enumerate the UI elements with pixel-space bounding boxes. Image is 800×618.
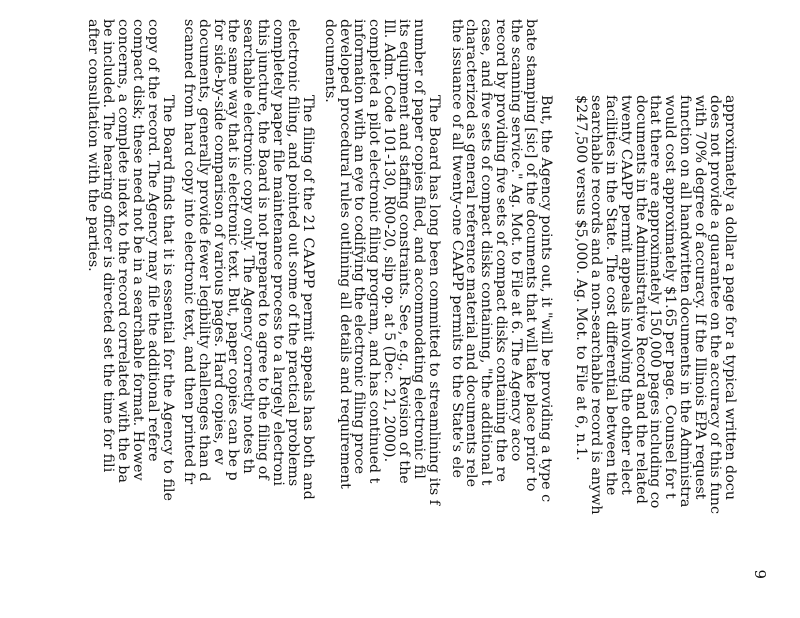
text-line: for side-by-side comparison of various pages. Hard copies, ev: [210, 19, 227, 465]
page-number: 9: [751, 569, 769, 579]
text-line: copy of the record. The Agency may file the additional refere: [145, 19, 162, 462]
text-line: facilities in the State. The cost differential between the: [602, 95, 619, 496]
text-line: The filing of the 21 CAAPP permit appeals has both and: [300, 95, 316, 500]
text-line: searchable electronic copy only. The Agency correctly notes th: [240, 19, 257, 474]
text-line: case, and five sets of compact disks containing, "the additional t: [478, 19, 495, 486]
text-line: electronic filing, and pointed out some of the practical problems: [285, 19, 302, 487]
text-line: documents, generally provide fewer legibility challenges than d: [195, 19, 212, 482]
text-line: the issuance of all twenty-one CAAPP permits to the State's ele: [448, 19, 465, 478]
text-line: the scanning service." Ag. Mot. to File at 6. The Agency acco: [508, 19, 525, 462]
rotated-page-content: [85, 19, 785, 579]
text-line: twenty CAAPP permit appeals involving the other elect: [617, 95, 634, 495]
text-line: developed procedural rules outlining all details and requirement: [336, 19, 353, 489]
text-line: function on all handwritten documents in the Administra: [677, 95, 694, 508]
text-line: The Board finds that it is essential for the Agency to file: [160, 95, 176, 502]
text-line: would cost approximately $1.65 per page. Counsel for t: [662, 95, 679, 499]
text-line: be included. The hearing officer is directed set the time for fili: [100, 19, 117, 473]
text-line: concerns, a complete index to the record correlated with the ba: [115, 19, 132, 483]
text-line: after consultation with the parties.: [85, 19, 102, 272]
text-line: that there are approximately 150,000 pages including co: [647, 95, 664, 509]
text-line: information with an eye to codifying the electronic filing proce: [351, 19, 368, 475]
text-line: Ill. Adm. Code 101-130, R00-20, slip op. at 5 (Dec. 21, 2000).: [381, 19, 398, 463]
text-line: record by providing five sets of compact disks containing the re: [493, 19, 510, 482]
text-line: $247,500 versus $5,000. Ag. Mot. to File at 6, n.1.: [573, 95, 589, 461]
text-line: does not provide a guarantee on the accuracy of this func: [707, 95, 724, 514]
text-line: completely paper file maintenance process to a largely electroni: [270, 19, 287, 487]
text-line: number of paper copies filed, and accommodating electronic fil: [411, 19, 428, 479]
text-line: approximately a dollar a page for a typical written docu: [722, 95, 738, 501]
text-line: this juncture, the Board is not prepared to agree to the filing of: [255, 19, 272, 480]
text-line: its equipment and staffing constraints. See, e.g., Revision of the: [396, 19, 413, 484]
text-line: documents in the Administrative Record and the related: [632, 95, 649, 504]
text-line: the same way that is electronic text. But, paper copies can be p: [225, 19, 242, 481]
text-line: completed a pilot electronic filing program, and has continued t: [366, 19, 383, 484]
text-line: documents.: [321, 19, 338, 103]
text-line: bate stamping [sic] of the documents that will take place prior to: [523, 19, 540, 492]
text-line: compact disk; these need not be in a searchable format. Howev: [130, 19, 147, 481]
text-line: with 70% degree of accuracy. If the Illinois EPA request: [692, 95, 709, 500]
text-line: searchable records and a non-searchable record is anywh: [587, 95, 604, 515]
text-line: scanned from hard copy into electronic text, and then printed fr: [180, 19, 197, 485]
text-line: characterized as general reference material and documents rele: [463, 19, 480, 488]
text-line: But, the Agency points out, it "will be providing a type c: [538, 95, 554, 503]
text-line: The Board has long been committed to streamlining its f: [426, 95, 442, 506]
